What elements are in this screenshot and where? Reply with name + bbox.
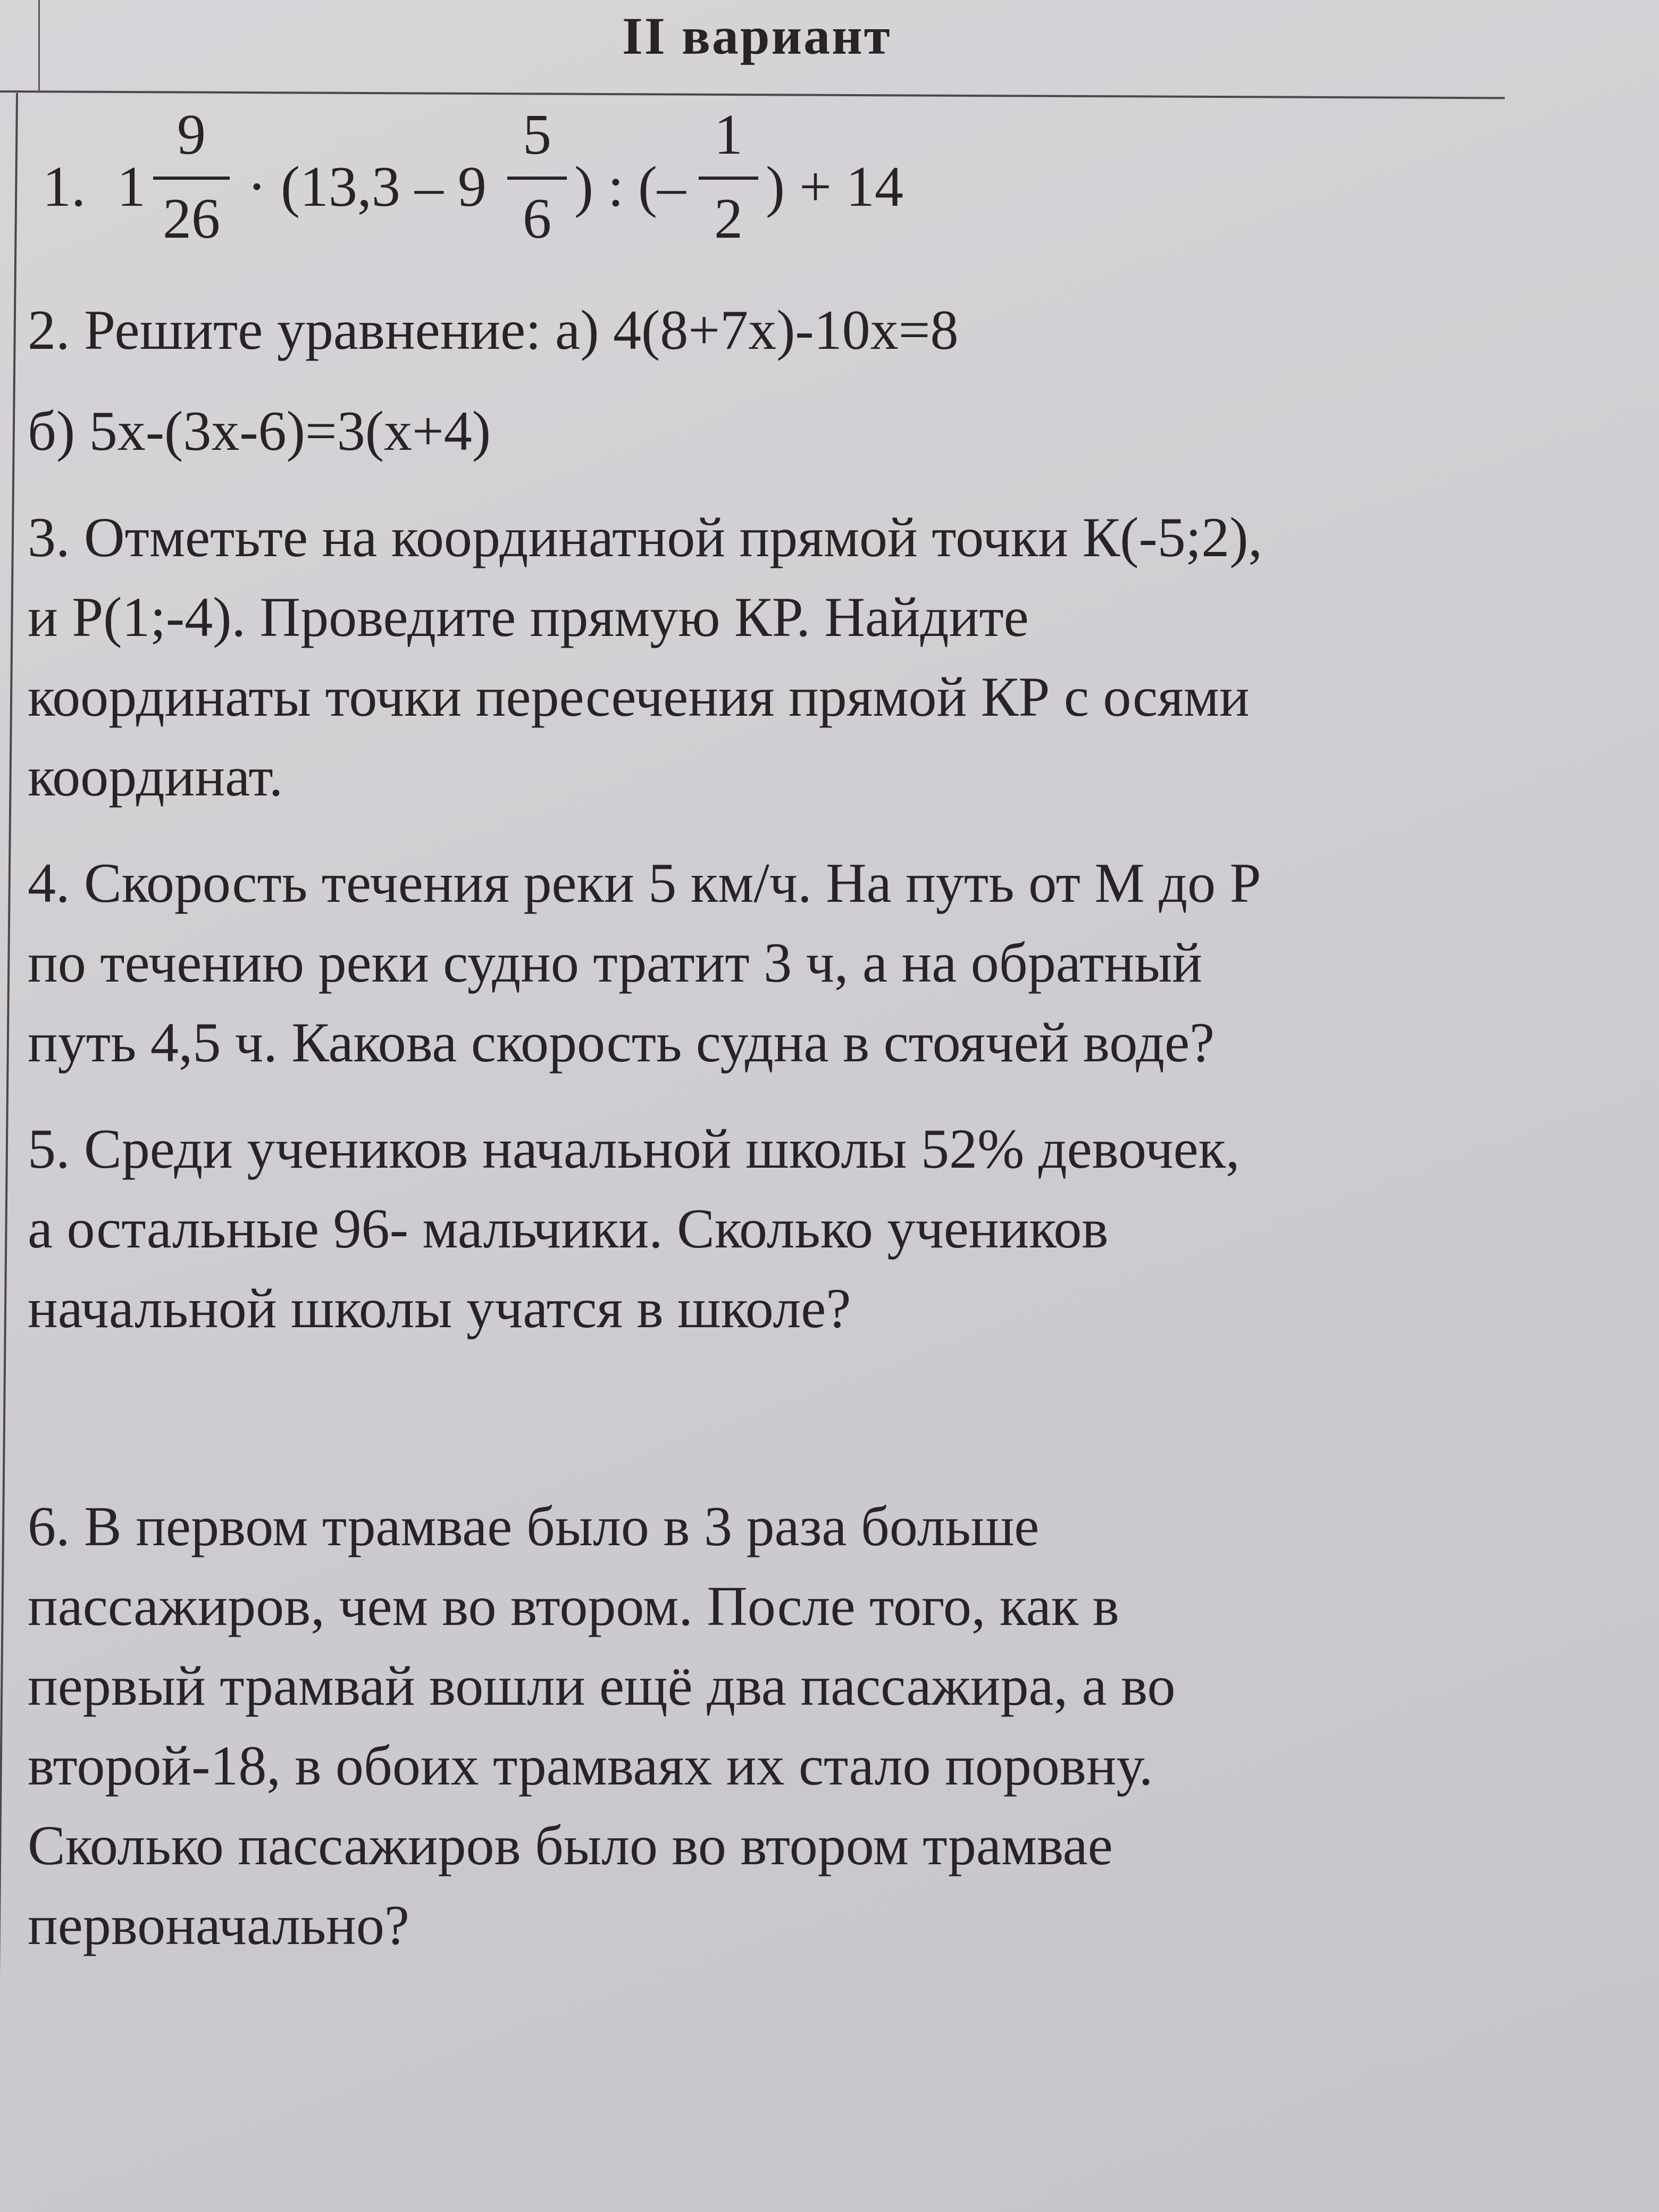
fraction-1-2 — [691, 103, 766, 250]
header-divider-vertical — [38, 0, 40, 90]
fraction-numerator: 5 — [523, 103, 551, 166]
fraction-5-6 — [500, 103, 574, 250]
task-5-line-1: 5. Среди учеников начальной школы 52% девочек, — [28, 1118, 1240, 1180]
margin-line — [0, 93, 18, 1997]
fraction-bar — [699, 177, 758, 180]
task-5-line-3: начальной школы учатся в школе? — [28, 1277, 851, 1339]
fraction-numerator: 1 — [714, 103, 743, 166]
task-2-line-a: 2. Решите уравнение: а) 4(8+7х)-10х=8 — [28, 299, 959, 361]
task-4-line-1: 4. Скорость течения реки 5 км/ч. На путь от М до Р — [28, 852, 1261, 914]
fraction-denominator: 26 — [163, 187, 220, 250]
task-4-line-3: путь 4,5 ч. Какова скорость судна в стоячей воде? — [28, 1011, 1215, 1074]
expression-division: ) : (– — [574, 155, 686, 219]
task-6-line-6: первоначально? — [28, 1894, 409, 1956]
expression-middle: · (13,3 – 9 — [247, 155, 487, 219]
task-6-line-2: пассажиров, чем во втором. После того, как в — [28, 1575, 1119, 1637]
task-3-line-2: и Р(1;-4). Проведите прямую КР. Найдите — [28, 586, 1029, 648]
expression-tail: ) + 14 — [766, 155, 903, 219]
task-1-number: 1. — [43, 155, 86, 219]
task-6-line-5: Сколько пассажиров было во втором трамвае — [28, 1814, 1113, 1876]
task-5-line-2: а остальные 96- мальчики. Сколько учеников — [28, 1197, 1109, 1260]
task-3-line-3: координаты точки пересечения прямой КР с осями — [28, 666, 1250, 728]
fraction-bar — [507, 177, 567, 180]
task-6-line-4: второй-18, в обоих трамваях их стало поровну. — [28, 1735, 1153, 1797]
task-6-line-1: 6. В первом трамвае было в 3 раза больше — [28, 1495, 1040, 1557]
fraction-9-26 — [144, 103, 239, 250]
fraction-numerator: 9 — [177, 103, 206, 166]
fraction-bar — [153, 177, 230, 180]
task-6-line-3: первый трамвай вошли ещё два пассажира, а во — [28, 1655, 1176, 1717]
header-divider-horizontal — [0, 90, 1505, 99]
fraction-denominator: 2 — [714, 187, 743, 250]
task-2-line-b: б) 5х-(3х-6)=3(х+4) — [28, 400, 491, 462]
task-3-line-4: координат. — [28, 745, 283, 808]
task-4-line-2: по течению реки судно тратит 3 ч, а на обратный — [28, 932, 1203, 994]
variant-title: II вариант — [622, 6, 892, 65]
task-3-line-1: 3. Отметьте на координатной прямой точки К(-5;2), — [28, 506, 1263, 568]
mixed-number-whole: 1 — [117, 155, 146, 219]
fraction-denominator: 6 — [523, 187, 551, 250]
